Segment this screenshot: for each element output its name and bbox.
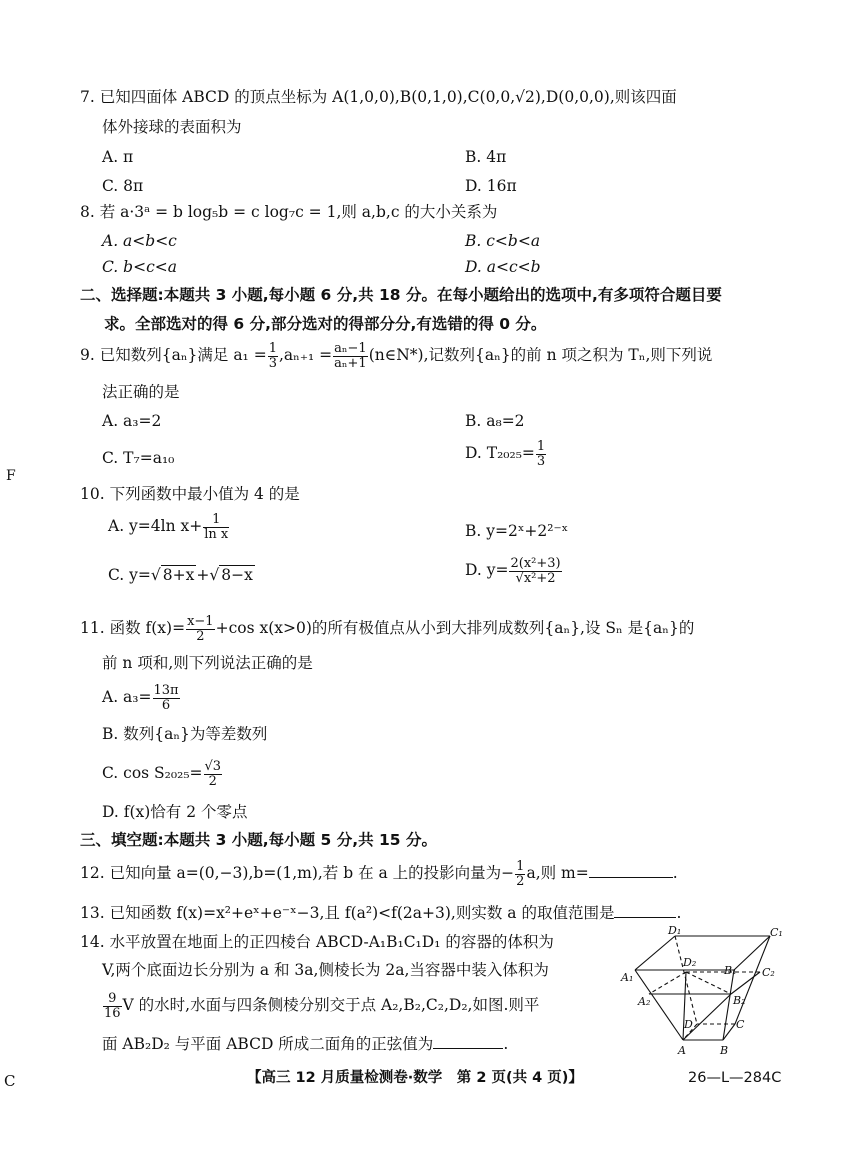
- q10-option-a: [108, 513, 230, 541]
- q13-end: .: [676, 904, 682, 922]
- q11-option-c-denominator: 2: [208, 773, 217, 789]
- q12-prefix: 12. 已知向量 a=(0,−3),b=(1,m),若 b 在 a 上的投影向量为−: [80, 864, 515, 883]
- q12-fraction: [515, 860, 525, 888]
- q10-option-a-numerator: 1: [203, 513, 229, 528]
- q13-stem: [80, 903, 681, 923]
- q14-volume-numerator: 9: [103, 992, 122, 1007]
- q14-line3-suffix: V 的水时,水面与四条侧棱分别交于点 A₂,B₂,C₂,D₂,如图.则平: [122, 996, 540, 1015]
- q11-function-numerator: x−1: [187, 614, 214, 629]
- q8-option-b: B. c<b<a: [465, 232, 541, 250]
- q9-a1-fraction: [268, 342, 278, 370]
- q14-line4-text: 面 AB₂D₂ 与平面 ABCD 所成二面角的正弦值为: [102, 1035, 434, 1053]
- q14-stem-line4: [102, 1034, 508, 1054]
- q9-prefix: 9. 已知数列{aₙ}满足 a₁ =: [80, 346, 267, 365]
- q11-stem-line2: 前 n 项和,则下列说法正确的是: [102, 654, 313, 672]
- q10-option-c-prefix: C. y=: [108, 566, 151, 584]
- q8-option-c: C. b<c<a: [102, 258, 177, 276]
- q11-option-c-fraction: [204, 760, 223, 788]
- q7-stem-line2: 体外接球的表面积为: [102, 118, 242, 136]
- q10-option-a-fraction: [203, 513, 229, 541]
- section2-heading-line1: 二、选择题:本题共 3 小题,每小题 6 分,共 18 分。在每小题给出的选项中,有多项符合题目要: [80, 286, 722, 304]
- q9-suffix: (n∈N*),记数列{aₙ}的前 n 项之积为 Tₙ,则下列说: [368, 346, 713, 365]
- label-d: D: [684, 1018, 693, 1031]
- label-b1: B₁: [724, 964, 737, 977]
- q11-option-a-numerator: 13π: [153, 683, 179, 698]
- q10-option-d-fraction: [509, 557, 561, 585]
- q9-option-a: A. a₃=2: [102, 412, 162, 430]
- q9-mid: ,aₙ₊₁ =: [278, 346, 333, 365]
- q12-denominator: 2: [516, 873, 525, 889]
- section3-heading: 三、填空题:本题共 3 小题,每小题 5 分,共 15 分。: [80, 831, 437, 849]
- q14-volume-denominator: 16: [104, 1005, 121, 1021]
- q11-function-denominator: 2: [196, 628, 205, 644]
- q11-option-a-denominator: 6: [161, 697, 171, 713]
- q12-end: .: [672, 864, 678, 883]
- q13-text: 13. 已知函数 f(x)=x²+eˣ+e⁻ˣ−3,且 f(a²)<f(2a+3),则实数 a 的取值范围是: [80, 904, 615, 922]
- radical-sign: √: [150, 566, 161, 584]
- q9-stem-line2: 法正确的是: [102, 383, 180, 401]
- q10-option-a-prefix: A. y=4ln x+: [108, 517, 203, 536]
- q9-a1-numerator: 1: [268, 341, 277, 356]
- q11-prefix: 11. 函数 f(x)=: [80, 619, 186, 638]
- q8-stem: 8. 若 a·3ᵃ = b log₅b = c log₇c = 1,则 a,b,c 的大小关系为: [80, 203, 498, 221]
- label-a: A: [678, 1044, 686, 1057]
- q10-option-a-denominator: ln x: [204, 526, 229, 542]
- q12-answer-blank[interactable]: [589, 863, 673, 878]
- q14-answer-blank[interactable]: [433, 1034, 503, 1049]
- q12-stem: [80, 860, 678, 888]
- radical-sign: √: [209, 566, 220, 584]
- margin-mark-f: F: [6, 468, 16, 484]
- q8-option-a: A. a<b<c: [102, 232, 177, 250]
- edge-c1-b1: [734, 936, 770, 970]
- q11-option-c-numerator: √3: [204, 759, 222, 774]
- q11-option-c-prefix: C. cos S₂₀₂₅=: [102, 764, 203, 783]
- q10-option-d-numerator: 2(x²+3): [510, 556, 561, 571]
- q10-option-c: [108, 566, 255, 585]
- q14-stem-line2: V,两个底面边长分别为 a 和 3a,侧棱长为 2a,当容器中装入体积为: [102, 961, 549, 979]
- plus-sign: +: [196, 566, 210, 584]
- q9-option-d-numerator: 1: [536, 439, 546, 454]
- q7-stem-line1: 7. 已知四面体 ABCD 的顶点坐标为 A(1,0,0),B(0,1,0),C(0,0,√2),D(0,0,0),则该四面: [80, 88, 677, 106]
- q9-stem-line1: [80, 342, 712, 370]
- q7-option-d: D. 16π: [465, 177, 517, 195]
- q10-option-b: B. y=2ˣ+2²⁻ˣ: [465, 522, 569, 540]
- q9-recurrence-denominator: aₙ+1: [334, 355, 367, 371]
- q12-numerator: 1: [516, 859, 525, 874]
- label-b2: B₂: [733, 994, 746, 1007]
- label-c2: C₂: [762, 966, 775, 979]
- q14-volume-fraction: [103, 992, 122, 1020]
- label-c: C: [736, 1018, 745, 1031]
- q11-function-fraction: [186, 615, 215, 643]
- q9-option-d: [465, 440, 547, 468]
- q11-option-c: [102, 760, 223, 788]
- q14-end: .: [503, 1035, 509, 1053]
- margin-mark-c: C: [4, 1072, 16, 1090]
- footer-title: 【高三 12 月质量检测卷·数学 第 2 页(共 4 页)】: [247, 1070, 583, 1086]
- q7-option-c: C. 8π: [102, 177, 144, 195]
- edge-c1-c: [735, 936, 770, 1024]
- q14-stem-line1: 14. 水平放置在地面上的正四棱台 ABCD-A₁B₁C₁D₁ 的容器的体积为: [80, 933, 554, 951]
- q9-option-c: C. T₇=a₁₀: [102, 449, 175, 467]
- edge-a1-d1: [635, 936, 675, 970]
- q9-option-d-fraction: [536, 440, 546, 468]
- q11-option-d: D. f(x)恰有 2 个零点: [102, 803, 248, 821]
- footer-code: 26—L—284C: [688, 1070, 782, 1086]
- label-d2: D₂: [683, 956, 697, 969]
- q11-suffix: +cos x(x>0)的所有极值点从小到大排列成数列{aₙ},设 Sₙ 是{aₙ}的: [215, 619, 695, 638]
- q11-option-a-fraction: [153, 684, 180, 712]
- q10-option-d-denominator: √x²+2: [515, 570, 556, 586]
- q9-option-b: B. a₈=2: [465, 412, 525, 430]
- q10-option-c-radicand-1: 8+x: [162, 566, 195, 584]
- label-a2: A₂: [638, 995, 651, 1008]
- label-a1: A₁: [621, 971, 634, 984]
- label-c1: C₁: [770, 926, 783, 939]
- q7-option-a: A. π: [102, 148, 134, 166]
- q10-option-d-prefix: D. y=: [465, 561, 509, 580]
- q9-option-d-prefix: D. T₂₀₂₅=: [465, 444, 535, 463]
- q8-option-d: D. a<c<b: [465, 258, 541, 276]
- q11-option-a: [102, 684, 181, 712]
- section2-heading-line2: 求。全部选对的得 6 分,部分选对的得部分分,有选错的得 0 分。: [104, 315, 547, 333]
- label-d1: D₁: [668, 924, 682, 937]
- q14-stem-line3: [102, 992, 539, 1020]
- q12-suffix: a,则 m=: [526, 864, 589, 883]
- q10-stem: 10. 下列函数中最小值为 4 的是: [80, 485, 300, 503]
- q10-option-c-radicand-2: 8−x: [221, 566, 253, 584]
- q9-option-d-denominator: 3: [536, 453, 546, 469]
- q7-option-b: B. 4π: [465, 148, 507, 166]
- q11-option-a-prefix: A. a₃=: [102, 688, 152, 707]
- frustum-figure: [620, 924, 795, 1059]
- q11-stem-line1: [80, 615, 694, 643]
- label-b: B: [720, 1044, 729, 1057]
- q9-recurrence-numerator: aₙ−1: [334, 341, 367, 356]
- q11-option-b: B. 数列{aₙ}为等差数列: [102, 725, 268, 743]
- edge-d2-a2: [649, 972, 686, 994]
- q10-option-d: [465, 557, 563, 585]
- q9-recurrence-fraction: [333, 342, 368, 370]
- q9-a1-denominator: 3: [268, 355, 277, 371]
- q13-answer-blank[interactable]: [614, 903, 676, 918]
